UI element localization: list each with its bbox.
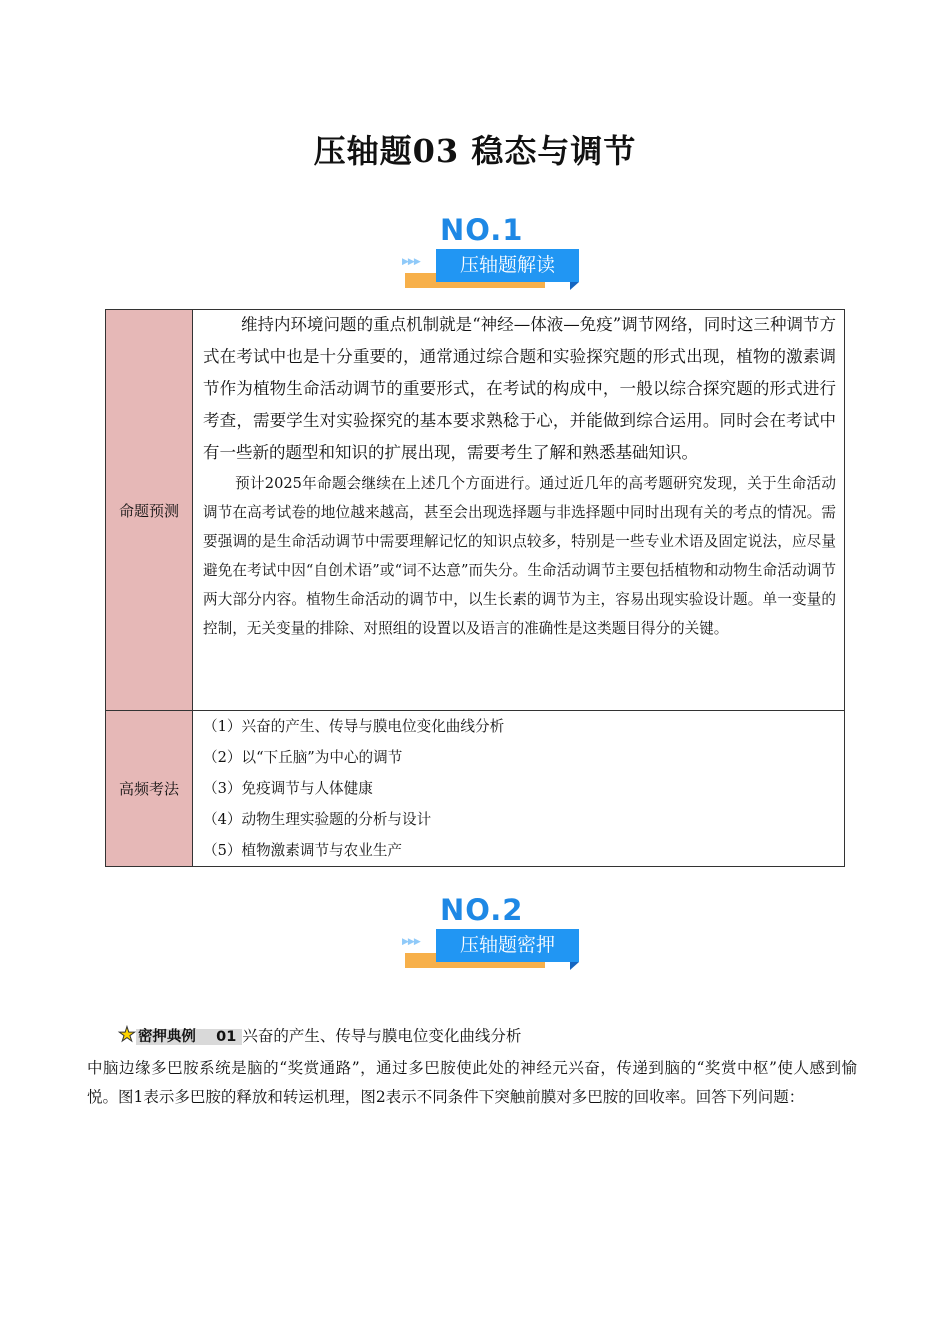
frequent-content [193,711,845,867]
section-banner-1 [400,213,585,303]
arrow-decoration-icon: ▶▶▶ [402,937,420,947]
example-heading [118,1022,521,1046]
prediction-para-2: 预计2025年命题会继续在上述几个方面进行。通过近几年的高考题研究发现，关于生命活动调节在高考试卷的地位越来越高，甚至会出现选择题与非选择题中同时出现有关的考点的情况。需要强调的是生命活动调节中需要理解记忆的知识点较多，特别是一些专业术语及固定说法，应尽量避免在考试中因“自创术语”或“词不达意”而失分。生命活动调节主要包括植物和动物生命活动调节两大部分内容。植物生命活动的调节中，以生长素的调节为主，容易出现实验设计题。单一变量的控制，无关变量的排除、对照组的设置以及语言的准确性是这类题目得分的关键。 [203,475,836,637]
banner-number: NO.2 [440,893,524,927]
list-item: （4）动物生理实验题的分析与设计 [203,811,432,828]
arrow-decoration-icon: ▶▶▶ [402,257,420,267]
banner-label: 压轴题解读 [436,249,579,282]
prediction-content [193,310,845,711]
table-row [106,711,845,867]
banner-label: 压轴题密押 [436,929,579,962]
row-label-frequent: 高频考法 [106,711,193,867]
list-item: （3）免疫调节与人体健康 [203,780,373,797]
section-banner-2 [400,893,585,983]
star-icon: ★ [118,1022,136,1046]
list-item: （2）以“下丘脑”为中心的调节 [203,749,403,766]
info-table [105,309,845,867]
list-item: （5）植物激素调节与农业生产 [203,842,403,859]
example-title: 兴奋的产生、传导与膜电位变化曲线分析 [242,1027,522,1045]
banner-number: NO.1 [440,213,524,247]
list-item: （1）兴奋的产生、传导与膜电位变化曲线分析 [203,718,505,735]
page-title: 压轴题03 稳态与调节 [313,132,637,170]
example-number: 01 [216,1029,237,1045]
question-text: 中脑边缘多巴胺系统是脑的“奖赏通路”，通过多巴胺使此处的神经元兴奋，传递到脑的“奖赏中枢”使人感到愉悦。图1表示多巴胺的释放和转运机理，图2表示不同条件下突触前膜对多巴胺的回收率。回答下列问题： [87,1059,857,1106]
table-row [106,310,845,711]
example-tag [136,1029,242,1045]
banner-fold [570,282,579,290]
row-label-prediction: 命题预测 [106,310,193,711]
example-tag-text: 密押典例 [137,1029,196,1045]
prediction-para-1: 维持内环境问题的重点机制就是“神经—体液—免疫”调节网络，同时这三种调节方式在考试中也是十分重要的，通常通过综合题和实验探究题的形式出现，植物的激素调节作为植物生命活动调节的重要形式，在考试的构成中，一般以综合探究题的形式进行考查，需要学生对实验探究的基本要求熟稔于心，并能做到综合运用。同时会在考试中有一些新的题型和知识的扩展出现，需要考生了解和熟悉基础知识。 [203,315,836,462]
banner-fold [570,962,579,970]
